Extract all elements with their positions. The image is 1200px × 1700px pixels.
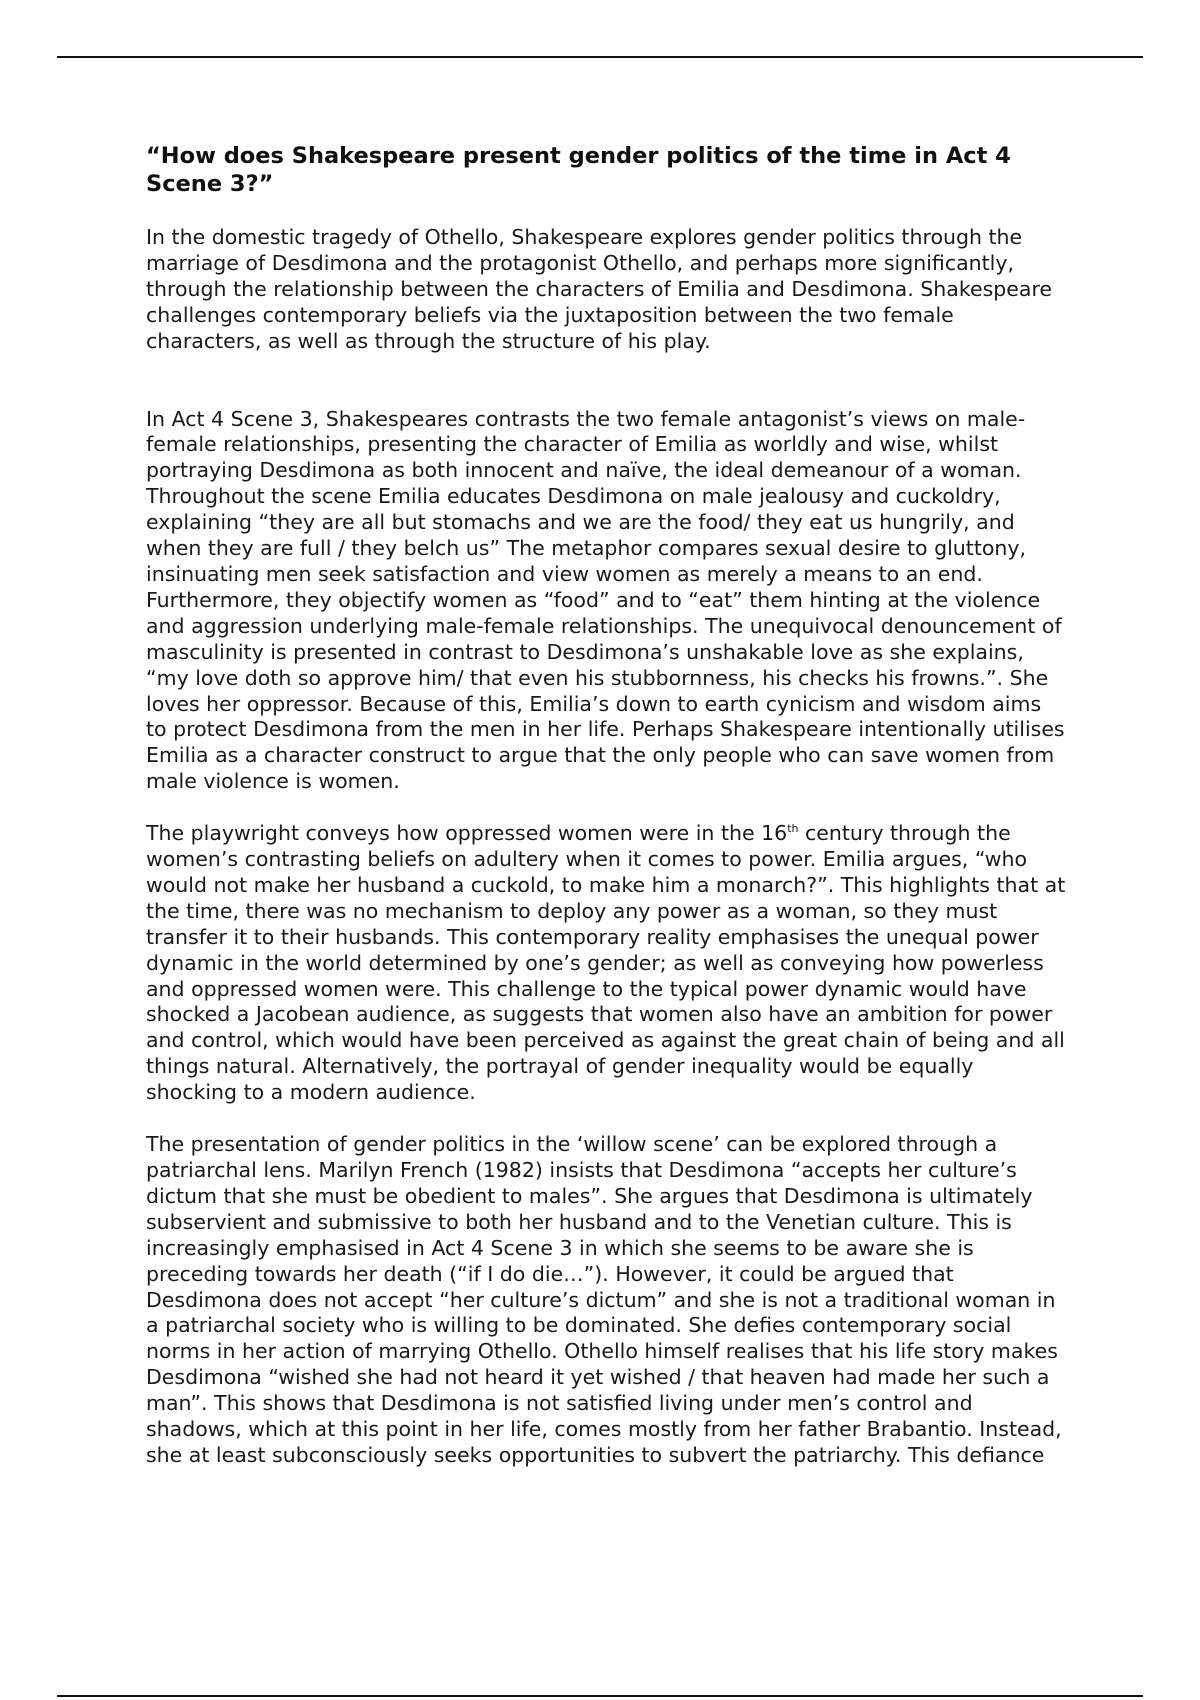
paragraph-act4-scene3-contrast: In Act 4 Scene 3, Shakespeares contrasts the two female antagonist’s views on male-female relationships, presenting the character of Emilia as worldly and wise, whilst portraying Desdimona as both innocent and naïve, the ideal demeanour of a woman. Throughout the scene Emilia educates Desdimona on male jealousy and cuckoldry, explaining “they are all but stomachs and we are the food/ they eat us hungrily, and when they are full / they belch us” The metaphor compares sexual desire to gluttony, insinuating men seek satisfaction and view women as merely a means to an end. Furthermore, they objectify women as “food” and to “eat” them hinting at the violence and aggression underlying male-female relationships. The unequivocal denouncement of masculinity is presented in contrast to Desdimona’s unshakable love as she explains, “my love doth so approve him/ that even his stubbornness, his checks his frowns.”. She loves her oppressor. Because of this, Emilia’s down to earth cynicism and wisdom aims to protect Desdimona from the men in her life. Perhaps Shakespeare intentionally utilises Emilia as a character construct to argue that the only people who can save women from male violence is women. [146, 406, 1065, 794]
document-body [146, 142, 1066, 1469]
essay-title: “How does Shakespeare present gender politics of the time in Act 4 Scene 3?” [146, 143, 1011, 197]
top-rule [57, 56, 1143, 58]
paragraph-3-start: The playwright conveys how oppressed women were in the 16 [146, 821, 788, 846]
paragraph-introduction: In the domestic tragedy of Othello, Shakespeare explores gender politics through the marriage of Desdimona and the protagonist Othello, and perhaps more significantly, through the relationship between the characters of Emilia and Desdimona. Shakespeare challenges contemporary beliefs via the juxtaposition between the two female characters, as well as through the structure of his play. [146, 225, 1053, 353]
bottom-rule [57, 1695, 1143, 1697]
paragraph-oppression-power [146, 821, 1066, 1106]
paragraph-patriarchal-lens: The presentation of gender politics in the ‘willow scene’ can be explored through a patriarchal lens. Marilyn French (1982) insists that Desdimona “accepts her culture’s dictum that she must be obedient to males”. She argues that Desdimona is ultimately subservient and submissive to both her husband and to the Venetian culture. This is increasingly emphasised in Act 4 Scene 3 in which she seems to be aware she is preceding towards her death (“if I do die…”). However, it could be argued that Desdimona does not accept “her culture’s dictum” and she is not a traditional woman in a patriarchal society who is willing to be dominated. She defies contemporary social norms in her action of marrying Othello. Othello himself realises that his life story makes Desdimona “wished she had not heard it yet wished / that heaven had made her such a man”. This shows that Desdimona is not satisfied living under men’s control and shadows, which at this point in her life, comes mostly from her father Brabantio. Instead, she at least subconsciously seeks opportunities to subvert the patriarchy. This defiance [146, 1132, 1062, 1467]
paragraph-3-rest: century through the women’s contrasting beliefs on adultery when it comes to power. Emilia argues, “who would not make her husband a cuckold, to make him a monarch?”. This highlights that at the time, there was no mechanism to deploy any power as a woman, so they must transfer it to their husbands. This contemporary reality emphasises the unequal power dynamic in the world determined by one’s gender; as well as conveying how powerless and oppressed women were. This challenge to the typical power dynamic would have shocked a Jacobean audience, as suggests that women also have an ambition for power and control, which would have been perceived as against the great chain of being and all things natural. Alternatively, the portrayal of gender inequality would be equally shocking to a modern audience. [146, 821, 1066, 1105]
ordinal-superscript: th [787, 822, 799, 836]
